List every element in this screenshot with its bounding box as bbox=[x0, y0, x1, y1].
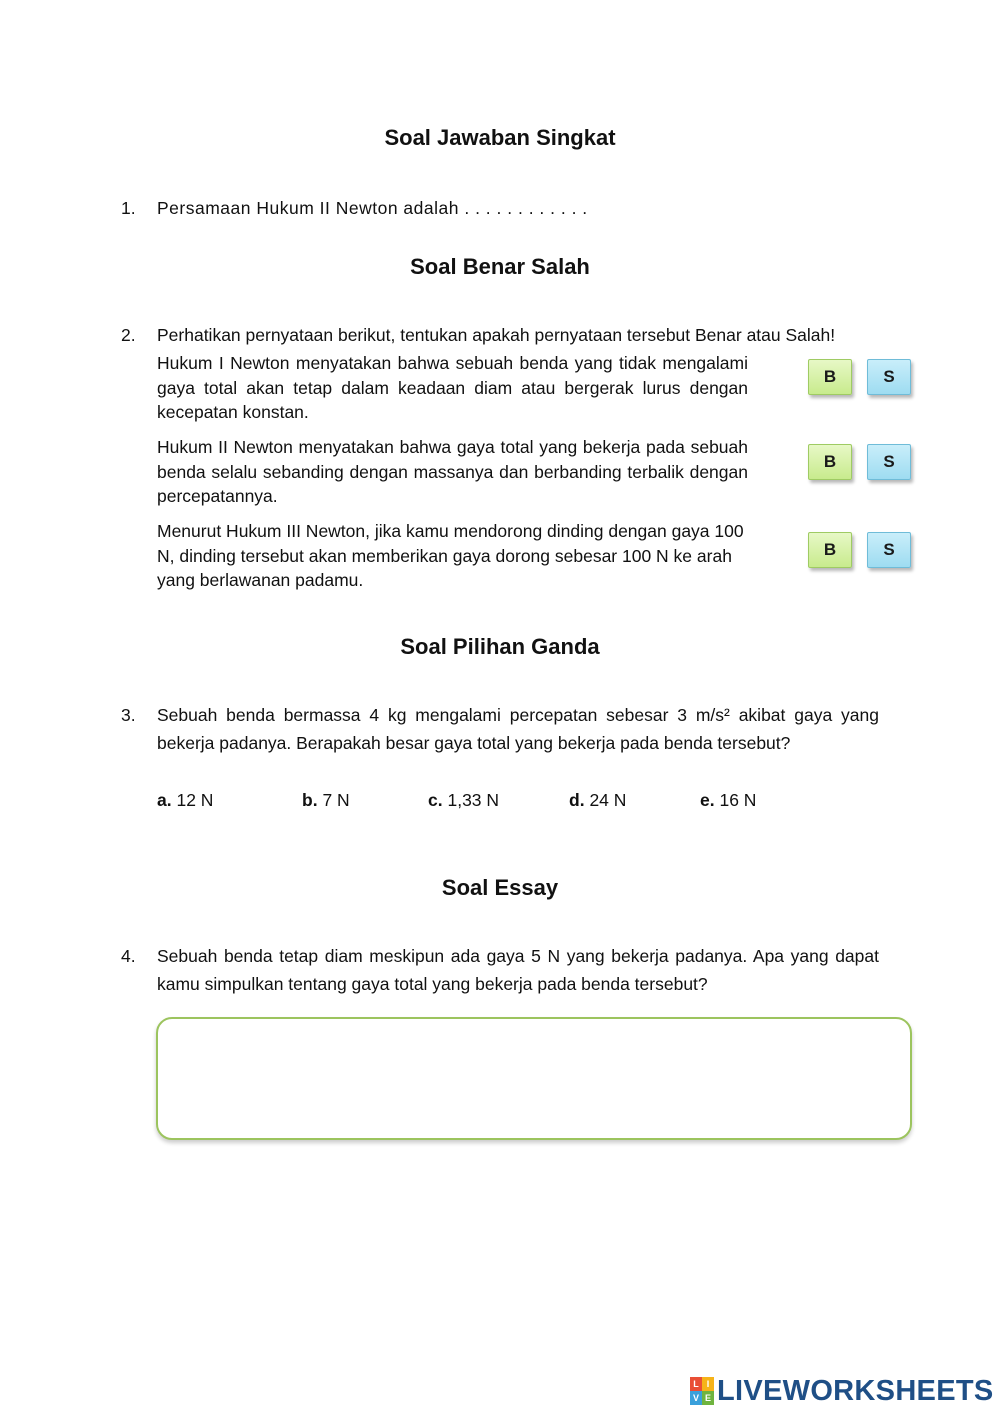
option-c[interactable] bbox=[428, 786, 499, 814]
statement-1-true-button[interactable]: B bbox=[808, 359, 852, 395]
essay-answer-input[interactable] bbox=[158, 1019, 910, 1138]
logo-letter-v: V bbox=[690, 1391, 702, 1405]
section-title-essay: Soal Essay bbox=[441, 875, 559, 900]
statement-3-text: Menurut Hukum III Newton, jika kamu mendorong dinding dengan gaya 100 N, dinding tersebut akan memberikan gaya dorong sebesar 100 N ke arah yang berlawanan padamu. bbox=[157, 521, 744, 590]
statement-2-text: Hukum II Newton menyatakan bahwa gaya total yang bekerja pada sebuah benda selalu sebanding dengan massanya dan berbanding terbalik dengan percepatannya. bbox=[157, 437, 748, 506]
option-e-value: 16 N bbox=[719, 790, 757, 810]
question-3-text-line-1: Sebuah benda bermassa 4 kg mengalami percepatan sebesar 3 m/s² akibat gaya yang bbox=[157, 705, 879, 725]
option-c-value: 1,33 N bbox=[447, 790, 500, 810]
essay-answer-box bbox=[156, 1017, 912, 1140]
statement-3-true-button[interactable]: B bbox=[808, 532, 852, 568]
option-b[interactable] bbox=[302, 786, 350, 814]
question-1-number: 1. bbox=[121, 198, 136, 218]
question-3-number: 3. bbox=[121, 705, 136, 725]
question-2-text: Perhatikan pernyataan berikut, tentukan apakah pernyataan tersebut Benar atau Salah! bbox=[157, 325, 836, 345]
option-d-value: 24 N bbox=[589, 790, 627, 810]
logo-letter-l: L bbox=[690, 1377, 702, 1391]
question-3-text-line-2: bekerja padanya. Berapakah besar gaya total yang bekerja pada benda tersebut? bbox=[157, 733, 791, 753]
statement-3-false-button[interactable]: S bbox=[867, 532, 911, 568]
question-4-text-line-1: Sebuah benda tetap diam meskipun ada gaya 5 N yang bekerja padanya. Apa yang dapat bbox=[157, 946, 879, 966]
option-a[interactable] bbox=[157, 786, 213, 814]
question-4-number: 4. bbox=[121, 946, 136, 966]
option-b-value: 7 N bbox=[322, 790, 350, 810]
option-a-value: 12 N bbox=[176, 790, 214, 810]
logo-letter-e: E bbox=[702, 1391, 714, 1405]
option-d[interactable] bbox=[569, 786, 626, 814]
section-title-multiple-choice: Soal Pilihan Ganda bbox=[400, 634, 600, 659]
option-d-letter: d. bbox=[569, 790, 585, 810]
section-title-true-false: Soal Benar Salah bbox=[410, 254, 590, 279]
liveworksheets-wordmark: LIVEWORKSHEETS bbox=[717, 1374, 994, 1407]
option-e-letter: e. bbox=[700, 790, 715, 810]
question-1-text: Persamaan Hukum II Newton adalah . . . . . . . . . . . . bbox=[157, 198, 588, 218]
statement-1-text: Hukum I Newton menyatakan bahwa sebuah benda yang tidak mengalami gaya total akan tetap dalam keadaan diam atau bergerak lurus dengan kecepatan konstan. bbox=[157, 353, 748, 422]
question-4-text-line-2: kamu simpulkan tentang gaya total yang bekerja pada benda tersebut? bbox=[157, 974, 708, 994]
question-2-number: 2. bbox=[121, 325, 136, 345]
option-c-letter: c. bbox=[428, 790, 443, 810]
option-a-letter: a. bbox=[157, 790, 172, 810]
statement-2-false-button[interactable]: S bbox=[867, 444, 911, 480]
option-e[interactable] bbox=[700, 786, 756, 814]
statement-1-false-button[interactable]: S bbox=[867, 359, 911, 395]
logo-letter-i: I bbox=[702, 1377, 714, 1391]
liveworksheets-brand bbox=[690, 1374, 994, 1408]
section-title-short-answer: Soal Jawaban Singkat bbox=[384, 125, 616, 150]
liveworksheets-logo-icon bbox=[690, 1377, 714, 1405]
option-b-letter: b. bbox=[302, 790, 318, 810]
statement-2-true-button[interactable]: B bbox=[808, 444, 852, 480]
